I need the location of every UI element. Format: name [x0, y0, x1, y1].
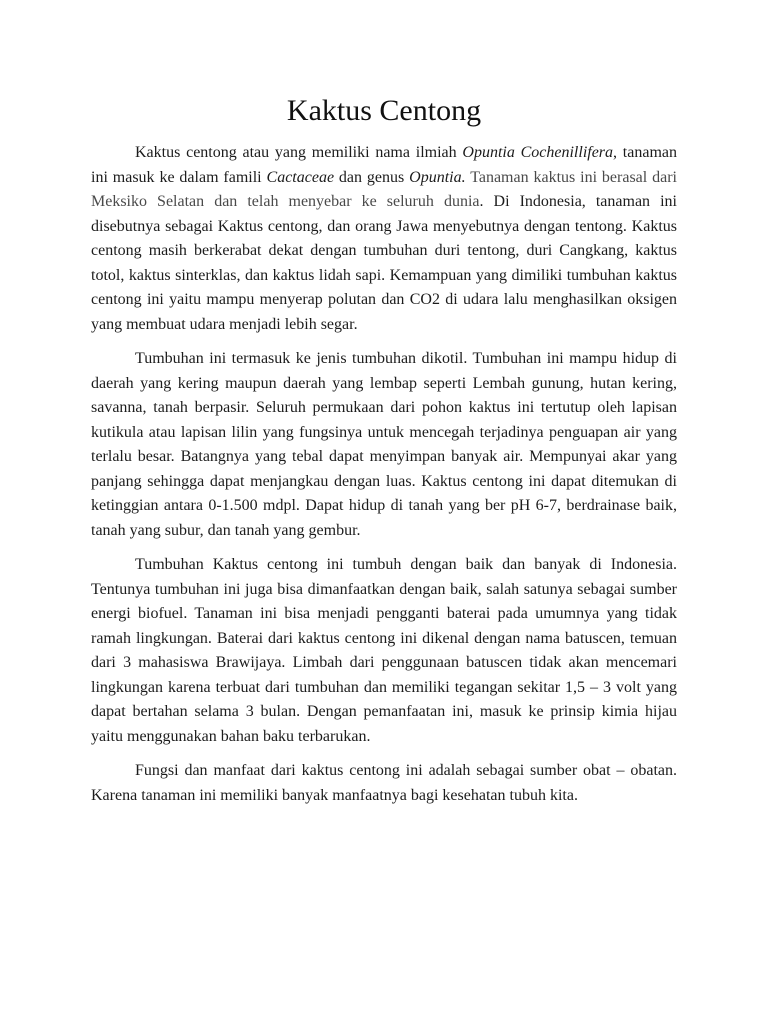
p1-genus-name: Opuntia.: [409, 168, 466, 186]
p1-family-name: Cactaceae: [266, 168, 335, 186]
p1-text-5: . Di Indonesia, tanaman ini disebutnya sebagai Kaktus centong, dan orang Jawa menyebutnya dengan tentong. Kaktus centong masih berkerabat dekat dengan tumbuhan duri tentong, duri Cangkang, kaktus totol, kaktus sinterklas, dan kaktus lidah sapi. Kemampuan yang dimiliki tumbuhan kaktus centong ini yaitu mampu menyerap polutan dan CO2 di udara lalu menghasilkan oksigen yang membuat udara menjadi lebih segar.: [91, 193, 677, 333]
paragraph-1: [91, 141, 677, 337]
p1-text-2: , tanaman ini masuk ke dalam famili: [91, 144, 677, 186]
p1-text-3: dan genus: [334, 168, 410, 186]
p1-text-1: Kaktus centong atau yang memiliki nama ilmiah: [135, 144, 463, 161]
paragraph-2: Tumbuhan ini termasuk ke jenis tumbuhan dikotil. Tumbuhan ini mampu hidup di daerah yang kering maupun daerah yang lembap seperti Lembah gunung, hutan kering, savanna, tanah berpasir. Seluruh permukaan dari pohon kaktus ini tertutup oleh lapisan kutikula atau lapisan lilin yang fungsinya untuk mencegah terjadinya penguapan air yang terlalu besar. Batangnya yang tebal dapat menyimpan banyak air. Mempunyai akar yang panjang sehingga dapat menjangkau dengan luas. Kaktus centong ini dapat ditemukan di ketinggian antara 0-1.500 mdpl. Dapat hidup di tanah yang ber pH 6-7, berdrainase baik, tanah yang subur, dan tanah yang gembur.: [91, 350, 677, 539]
paragraph-3: Tumbuhan Kaktus centong ini tumbuh dengan baik dan banyak di Indonesia. Tentunya tumbuhan ini juga bisa dimanfaatkan dengan baik, salah satunya sebagai sumber energi biofuel. Tanaman ini bisa menjadi pengganti baterai pada umumnya yang tidak ramah lingkungan. Baterai dari kaktus centong ini dikenal dengan nama batuscen, temuan dari 3 mahasiswa Brawijaya. Limbah dari penggunaan batuscen tidak akan mencemari lingkungan karena terbuat dari tumbuhan dan memiliki tegangan sekitar 1,5 – 3 volt yang dapat bertahan selama 3 bulan. Dengan pemanfaatan ini, masuk ke prinsip kimia hijau yaitu menggunakan bahan baku terbarukan.: [91, 556, 677, 745]
p1-scientific-name: Opuntia Cochenillifera: [462, 144, 614, 161]
p1-text-4: Tanaman kaktus ini berasal dari Meksiko Selatan dan telah menyebar ke seluruh dunia: [91, 168, 677, 210]
document-body: [91, 141, 677, 818]
paragraph-4: Fungsi dan manfaat dari kaktus centong ini adalah sebagai sumber obat – obatan. Karena tanaman ini memiliki banyak manfaatnya bagi kesehatan tubuh kita.: [91, 762, 677, 804]
document-title: Kaktus Centong: [286, 94, 482, 127]
